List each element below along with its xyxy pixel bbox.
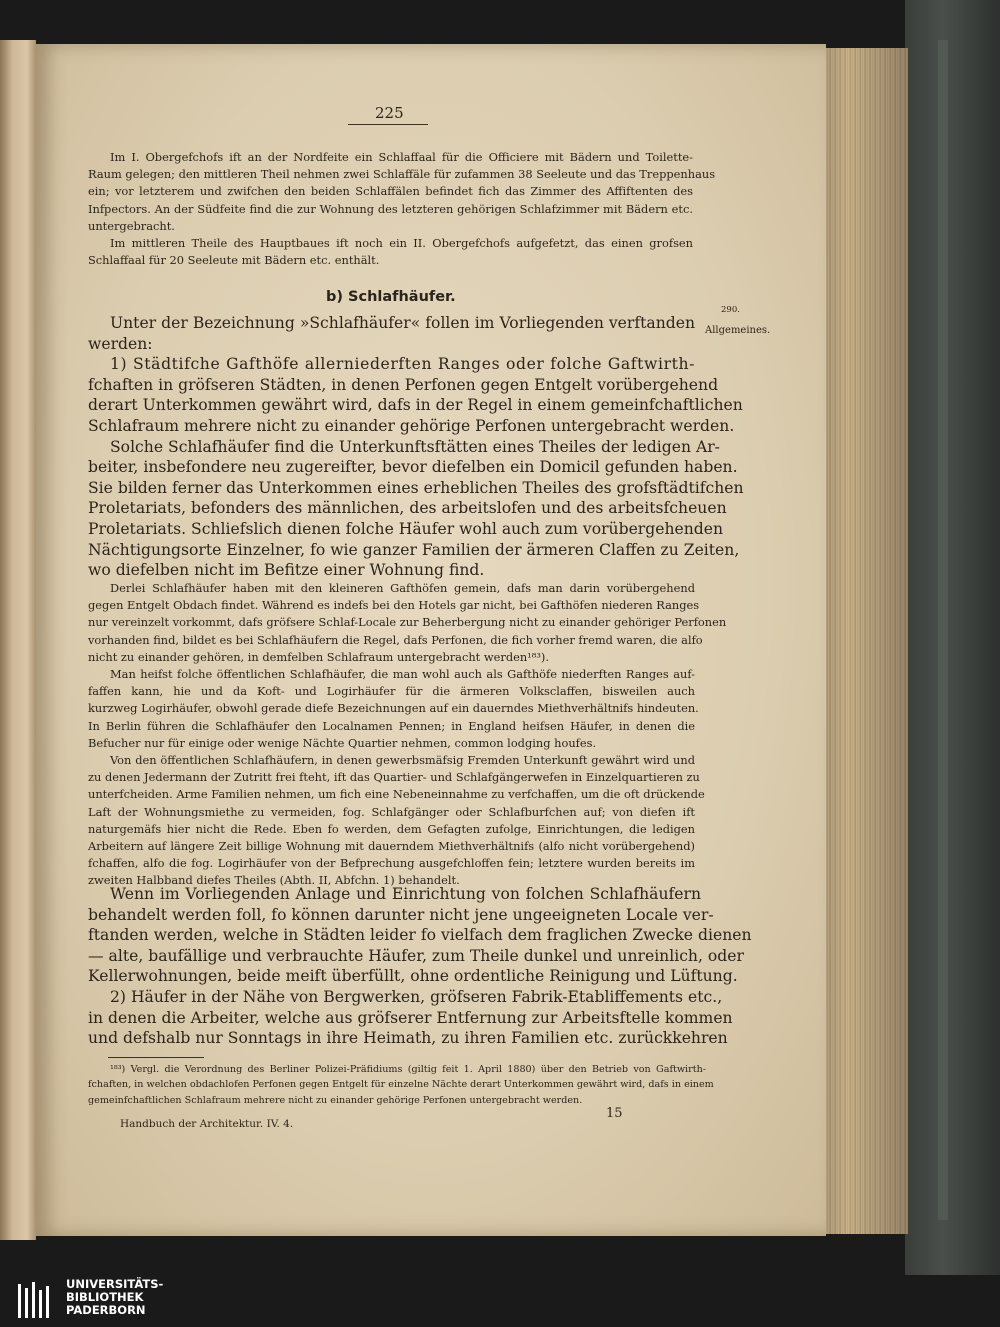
- text-line: Kellerwohnungen, beide meift überfüllt, ohne ordentliche Reinigung und Lüftung.: [88, 967, 738, 986]
- text-line: gemeinfchaftlichen Schlafraum mehrere nicht zu einander gehörige Perfonen untergebracht werden.: [88, 1094, 583, 1106]
- text-line: Schlafraum mehrere nicht zu einander gehörige Perfonen untergebracht werden.: [88, 416, 735, 435]
- text-line: In Berlin führen die Schlafhäufer den Localnamen Pennen; in England heifsen Häufer, in denen die: [88, 718, 695, 733]
- text-line: wo diefelben nicht im Befitze einer Wohnung find.: [88, 561, 485, 580]
- text-line: Nächtigungsorte Einzelner, fo wie ganzer Familien der ärmeren Claffen zu Zeiten,: [88, 540, 740, 559]
- text-line: Derlei Schlafhäufer haben mit den kleineren Gafthöfen gemein, dafs man darin vorübergehend: [110, 581, 695, 595]
- text-line: in denen die Arbeiter, welche aus gröfserer Entfernung zur Arbeitsftelle kommen: [88, 1008, 733, 1027]
- library-name-line: UNIVERSITÄTS-: [66, 1277, 164, 1291]
- text-line: vorhanden find, bildet es bei Schlafhäufern die Regel, dafs Perfonen, die fich vorher fremd waren, die alfo: [88, 632, 703, 647]
- text-line: Wenn im Vorliegenden Anlage und Einrichtung von folchen Schlafhäufern: [110, 885, 701, 903]
- text-line: — alte, baufällige und verbrauchte Häufer, zum Theile dunkel und unreinlich, oder: [88, 946, 744, 965]
- signature-mark: 15: [606, 1106, 623, 1121]
- header-rule: [348, 124, 428, 125]
- text-line: fchaffen, alfo die fog. Logirhäufer von der Befprechung ausgefchloffen fein; letztere wurden bereits im: [88, 856, 695, 871]
- text-line: ein; vor letzterem und zwifchen den beiden Schlaffälen befindet fich das Zimmer des Affiftenten des: [88, 184, 693, 199]
- text-line: derart Unterkommen gewährt wird, dafs in der Regel in einem gemeinfchaftlichen: [88, 396, 743, 415]
- cover-edge: [938, 40, 948, 1220]
- page-number: 225: [375, 104, 404, 122]
- text-line: Solche Schlafhäufer find die Unterkunftsftätten eines Theiles der ledigen Ar-: [110, 437, 720, 456]
- text-line: beiter, insbefondere neu zugereifter, bevor diefelben ein Domicil gefunden haben.: [88, 458, 738, 477]
- text-line: Sie bilden ferner das Unterkommen eines erheblichen Theiles des grofsftädtifchen: [88, 478, 744, 497]
- text-line: zu denen Jedermann der Zutritt frei fteht, ift das Quartier- und Schlafgängerwefen in Einzelquartieren zu: [88, 770, 700, 785]
- text-line: fchaften in gröfseren Städten, in denen Perfonen gegen Entgelt vorübergehend: [88, 375, 719, 394]
- text-line: nur vereinzelt vorkommt, dafs gröfsere Schlaf-Locale zur Beherbergung nicht zu einander gehöriger Perfonen: [88, 615, 727, 630]
- text-line: ¹⁸³) Vergl. die Verordnung des Berliner Polizei-Präfidiums (giltig feit 1. April 1880) über den Betrieb von Gaftwirth-: [110, 1064, 706, 1075]
- text-line: Man heifst folche öffentlichen Schlafhäufer, die man wohl auch als Gafthöfe niederften Ranges auf-: [110, 667, 695, 682]
- text-line: naturgemäfs hier nicht die Rede. Eben fo werden, dem Gefagten zufolge, Einrichtungen, die ledigen: [88, 821, 695, 836]
- text-line: ftanden werden, welche in Städten leider fo vielfach dem fraglichen Zwecke dienen: [88, 926, 752, 945]
- footnote: [88, 1062, 714, 1108]
- library-name-line: PADERBORN: [66, 1303, 146, 1317]
- text-line: nicht zu einander gehören, in demfelben Schlafraum untergebracht werden¹⁸³).: [88, 649, 549, 664]
- text-line: fchaften, in welchen obdachlofen Perfonen gegen Entgelt für einzelne Nächte derart Unterkommen gewährt wird, dafs in einem: [88, 1079, 714, 1091]
- text-line: kurzweg Logirhäufer, obwohl gerade diefe Bezeichnungen auf ein dauerndes Miethverhältnifs hindeuten.: [88, 701, 699, 716]
- left-page-edge: [0, 40, 36, 1240]
- footnote-rule: [108, 1057, 204, 1058]
- text-line: 2) Häufer in der Nähe von Bergwerken, gröfseren Fabrik-Etabliffements etc.,: [110, 987, 723, 1006]
- text-line: gegen Entgelt Obdach findet. Während es indefs bei den Hotels gar nicht, bei Gafthöfen niederen Ranges: [88, 598, 700, 613]
- margin-label: Allgemeines.: [705, 325, 771, 336]
- text-line: Proletariats, befonders des männlichen, des arbeitslofen und des arbeitsfcheuen: [88, 499, 727, 518]
- text-line: Schlaffaal für 20 Seeleute mit Bädern etc. enthält.: [88, 253, 380, 268]
- text-line: untergebracht.: [88, 218, 175, 233]
- page-stack-edges: [822, 48, 908, 1234]
- text-line: Im mittleren Theile des Hauptbaues ift noch ein II. Obergefchofs aufgefetzt, das einen grofsen: [110, 236, 693, 251]
- text-line: Befucher nur für einige oder wenige Nächte Quartier nehmen, common lodging houfes.: [88, 735, 597, 750]
- text-line: Von den öffentlichen Schlafhäufern, in denen gewerbsmäfsig Fremden Unterkunft gewährt wird und: [110, 753, 695, 768]
- library-name[interactable]: [66, 1278, 163, 1317]
- text-line: Laft der Wohnungsmiethe zu vermeiden, fog. Schlafgänger oder Schlafburfchen auf; von diefen ift: [88, 804, 695, 819]
- text-line: zweiten Halbband diefes Theiles (Abth. II, Abfchn. 1) behandelt.: [88, 873, 460, 888]
- text-line: 1) Städtifche Gafthöfe allerniederften Ranges oder folche Gaftwirth-: [110, 355, 695, 374]
- text-line: Arbeitern auf längere Zeit billige Wohnung mit dauerndem Miethverhältnifs (alfo nicht vorübergehend): [88, 839, 695, 854]
- text-line: und defshalb nur Sonntags in ihre Heimath, zu ihren Familien etc. zurückkehren: [88, 1029, 728, 1048]
- text-line: Proletariats. Schliefslich dienen folche Häufer wohl auch zum vorübergehenden: [88, 519, 724, 538]
- text-line: Unter der Bezeichnung »Schlafhäufer« follen im Vorliegenden verftanden: [110, 314, 695, 332]
- text-line: werden:: [88, 334, 153, 353]
- text-line: Im I. Obergefchofs ift an der Nordfeite ein Schlaffaal für die Officiere mit Bädern und Toilette-: [110, 150, 693, 164]
- text-line: Raum gelegen; den mittleren Theil nehmen zwei Schlaffäle für zufammen 38 Seeleute und das Treppenhaus: [88, 167, 716, 182]
- footer-imprint: Handbuch der Architektur. IV. 4.: [120, 1118, 294, 1130]
- text-line: unterfcheiden. Arme Familien nehmen, um fich eine Nebeneinnahme zu verfchaffen, um die oft drückende: [88, 787, 705, 802]
- library-name-line: BIBLIOTHEK: [66, 1290, 144, 1304]
- text-line: Infpectors. An der Südfeite find die zur Wohnung des letzteren gehörigen Schlafzimmer mit Bädern etc.: [88, 201, 693, 216]
- paragraph-block-4: [88, 884, 752, 1049]
- book-cover: [905, 0, 1000, 1275]
- text-line: behandelt werden foll, fo können darunter nicht jene ungeeigneten Locale ver-: [88, 905, 714, 924]
- paragraph-block-1: [88, 149, 716, 269]
- text-line: faffen kann, hie und da Koft- und Logirhäufer für die ärmeren Volksclaffen, bisweilen auch: [88, 684, 695, 699]
- library-logo-icon: [16, 1280, 56, 1322]
- margin-number: 290.: [721, 305, 740, 315]
- paragraph-block-3: [88, 580, 727, 890]
- section-heading: b) Schlafhäufer.: [326, 289, 456, 305]
